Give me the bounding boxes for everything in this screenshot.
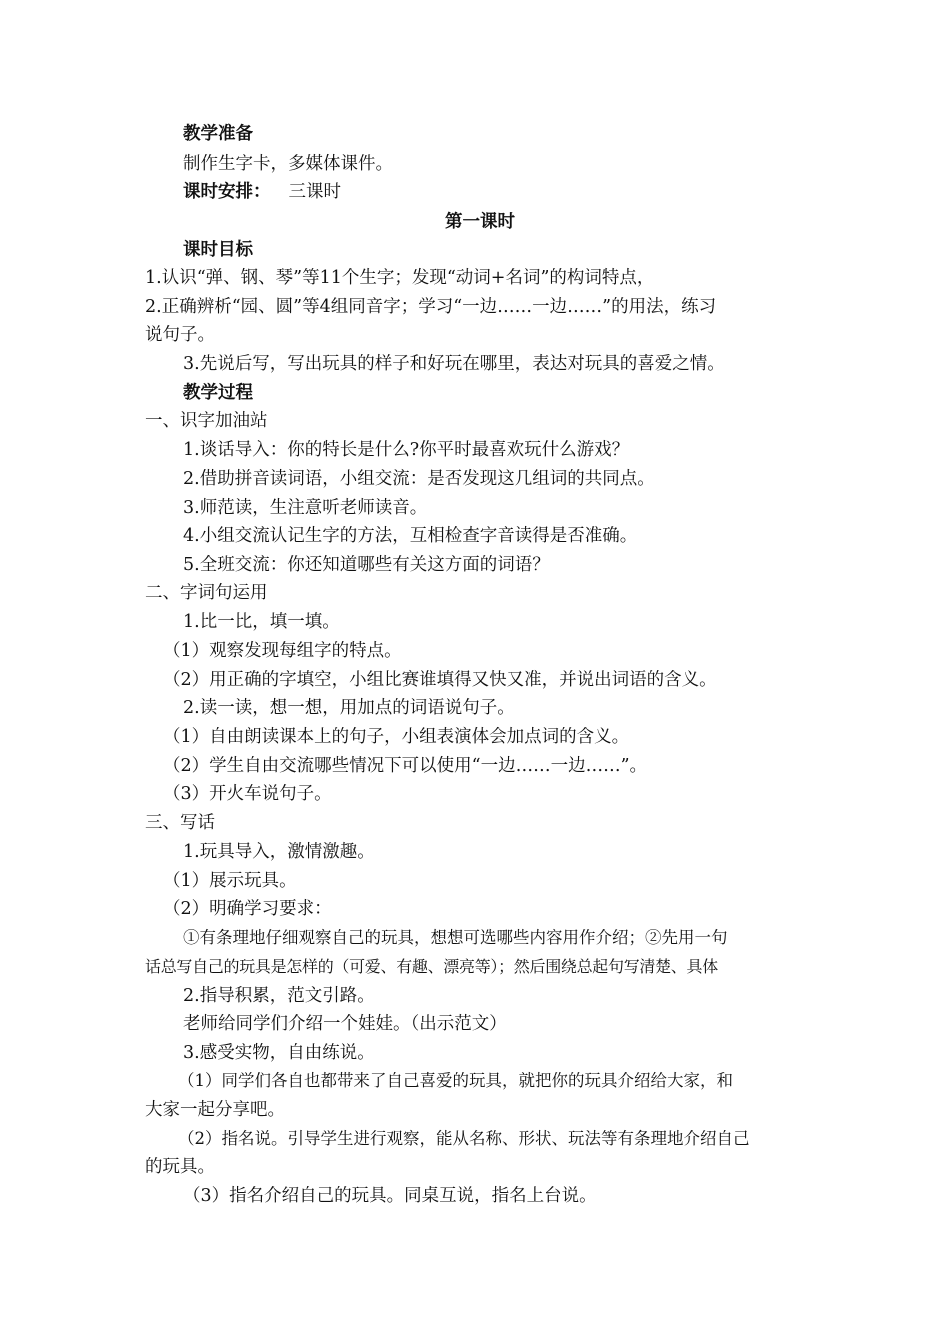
list-item: 1.谈话导入：你的特长是什么?你平时最喜欢玩什么游戏？ [183, 440, 630, 460]
prep-heading: 教学准备 [183, 124, 253, 144]
section-title: 二、字词句运用 [145, 583, 268, 603]
prep-content: 制作生字卡，多媒体课件。 [183, 154, 393, 174]
list-item: 话总写自己的玩具是怎样的（可爱、有趣、漂亮等）；然后围绕总起句写清楚、具体 [145, 957, 718, 976]
section-title: 一、识字加油站 [145, 411, 268, 431]
list-item: （2）指名说。引导学生进行观察，能从名称、形状、玩法等有条理地介绍自己 [178, 1129, 750, 1148]
section-title: 三、写话 [145, 813, 215, 833]
list-item: （2）学生自由交流哪些情况下可以使用“一边……一边……”。 [163, 756, 648, 776]
list-item: （1）展示玩具。 [163, 871, 297, 891]
list-item: 3.师范读，生注意听老师读音。 [183, 498, 428, 518]
list-item: 2.指导积累，范文引路。 [183, 986, 375, 1006]
process-heading: 教学过程 [183, 383, 253, 403]
list-item: 5.全班交流：你还知道哪些有关这方面的词语？ [183, 555, 550, 575]
list-item: （1）同学们各自也都带来了自己喜爱的玩具，就把你的玩具介绍给大家，和 [178, 1071, 733, 1090]
schedule-value: 三课时 [288, 182, 341, 202]
goal-item: 3.先说后写，写出玩具的样子和好玩在哪里，表达对玩具的喜爱之情。 [183, 354, 725, 374]
list-item: 4.小组交流认记生字的方法，互相检查字音读得是否准确。 [183, 526, 638, 546]
list-item: 1.玩具导入，激情激趣。 [183, 842, 375, 862]
list-item: （1）自由朗读课本上的句子，小组表演体会加点词的含义。 [163, 727, 630, 747]
goal-item: 2.正确辨析“园、圆”等4组同音字；学习“一边……一边……”的用法，练习 [145, 297, 717, 317]
goal-item: 说句子。 [145, 325, 215, 345]
list-item: （2）明确学习要求： [163, 899, 332, 919]
list-item: 老师给同学们介绍一个娃娃。（出示范文） [183, 1014, 507, 1034]
list-item: 2.借助拼音读词语，小组交流：是否发现这几组词的共同点。 [183, 469, 655, 489]
list-item: 3.感受实物，自由练说。 [183, 1043, 375, 1063]
list-item: 2.读一读，想一想，用加点的词语说句子。 [183, 698, 515, 718]
goal-item: 1.认识“弹、钢、琴”等11个生字；发现“动词+名词”的构词特点， [145, 268, 655, 288]
list-item: ①有条理地仔细观察自己的玩具，想想可选哪些内容用作介绍；②先用一句 [183, 928, 728, 947]
list-item: （2）用正确的字填空，小组比赛谁填得又快又准，并说出词语的含义。 [163, 670, 717, 690]
list-item: （1）观察发现每组字的特点。 [163, 641, 402, 661]
schedule-line [183, 178, 853, 206]
schedule-label: 课时安排： [183, 182, 271, 202]
list-item: 1.比一比，填一填。 [183, 612, 340, 632]
goals-heading: 课时目标 [183, 240, 253, 260]
list-item: 大家一起分享吧。 [145, 1100, 285, 1120]
list-item: （3）开火车说句子。 [163, 784, 332, 804]
list-item: 的玩具。 [145, 1157, 215, 1177]
lesson-title: 第一课时 [445, 212, 515, 232]
list-item: （3）指名介绍自己的玩具。同桌互说，指名上台说。 [183, 1186, 597, 1206]
